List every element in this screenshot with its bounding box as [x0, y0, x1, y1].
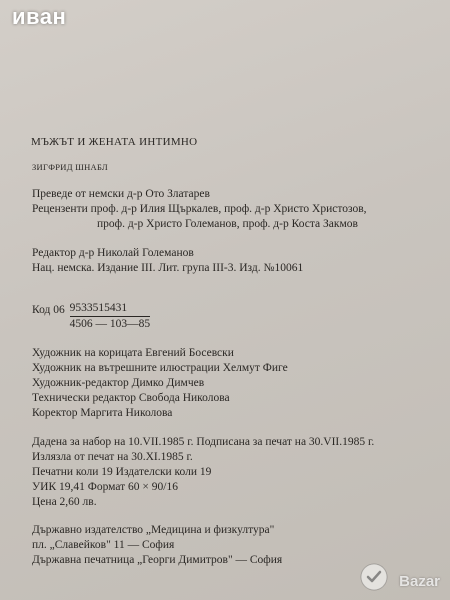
code-numerator: 9533515431 [70, 302, 151, 317]
format-line: УИК 19,41 Формат 60 × 90/16 [32, 481, 178, 493]
edition-line: Нац. немска. Издание III. Лит. група III-3. Изд. №10061 [32, 262, 304, 274]
art-editor-line: Художник-редактор Димко Димчев [32, 377, 205, 389]
code-fraction [70, 302, 151, 331]
book-title: МЪЖЪТ И ЖЕНАТА ИНТИМНО [31, 136, 198, 148]
book-author: ЗИГФРИД ШНАБЛ [32, 162, 109, 172]
price-line: Цена 2,60 лв. [32, 496, 97, 508]
editor-line: Редактор д-р Николай Големанов [32, 247, 194, 259]
code-denominator: 4506 — 103—85 [69, 318, 151, 330]
printing-house-line: Държавна печатница „Георги Димитров" — София [32, 554, 283, 566]
cover-artist-line: Художник на корицата Евгений Босевски [32, 347, 234, 359]
reviewers-line-1: Рецензенти проф. д-р Илия Щъркалев, проф. д-р Христо Христозов, [32, 203, 367, 215]
bazar-logo-text: Bazar [399, 573, 440, 590]
address-line: пл. „Славейков" 11 — София [32, 539, 175, 551]
book-code [32, 302, 150, 331]
illustrator-line: Художник на вътрешните илюстрации Хелмут Фиге [32, 362, 288, 374]
publisher-line: Държавно издателство „Медицина и физкултура" [32, 524, 275, 536]
proofreader-line: Коректор Маргита Николова [32, 407, 173, 419]
tech-editor-line: Технически редактор Свобода Николова [32, 392, 230, 404]
code-label: Код 06 [32, 304, 65, 316]
submitted-line: Дадена за набор на 10.VII.1985 г. Подписана за печат на 30.VII.1985 г. [32, 436, 375, 448]
print-sheets-line: Печатни коли 19 Издателски коли 19 [32, 466, 212, 478]
username-watermark: иван [12, 4, 67, 29]
reviewers-line-2: проф. д-р Христо Големанов, проф. д-р Коста Закмов [97, 218, 358, 230]
printed-line: Излязла от печат на 30.XI.1985 г. [32, 451, 193, 463]
translator-line: Преведе от немски д-р Ото Златарев [32, 188, 210, 200]
